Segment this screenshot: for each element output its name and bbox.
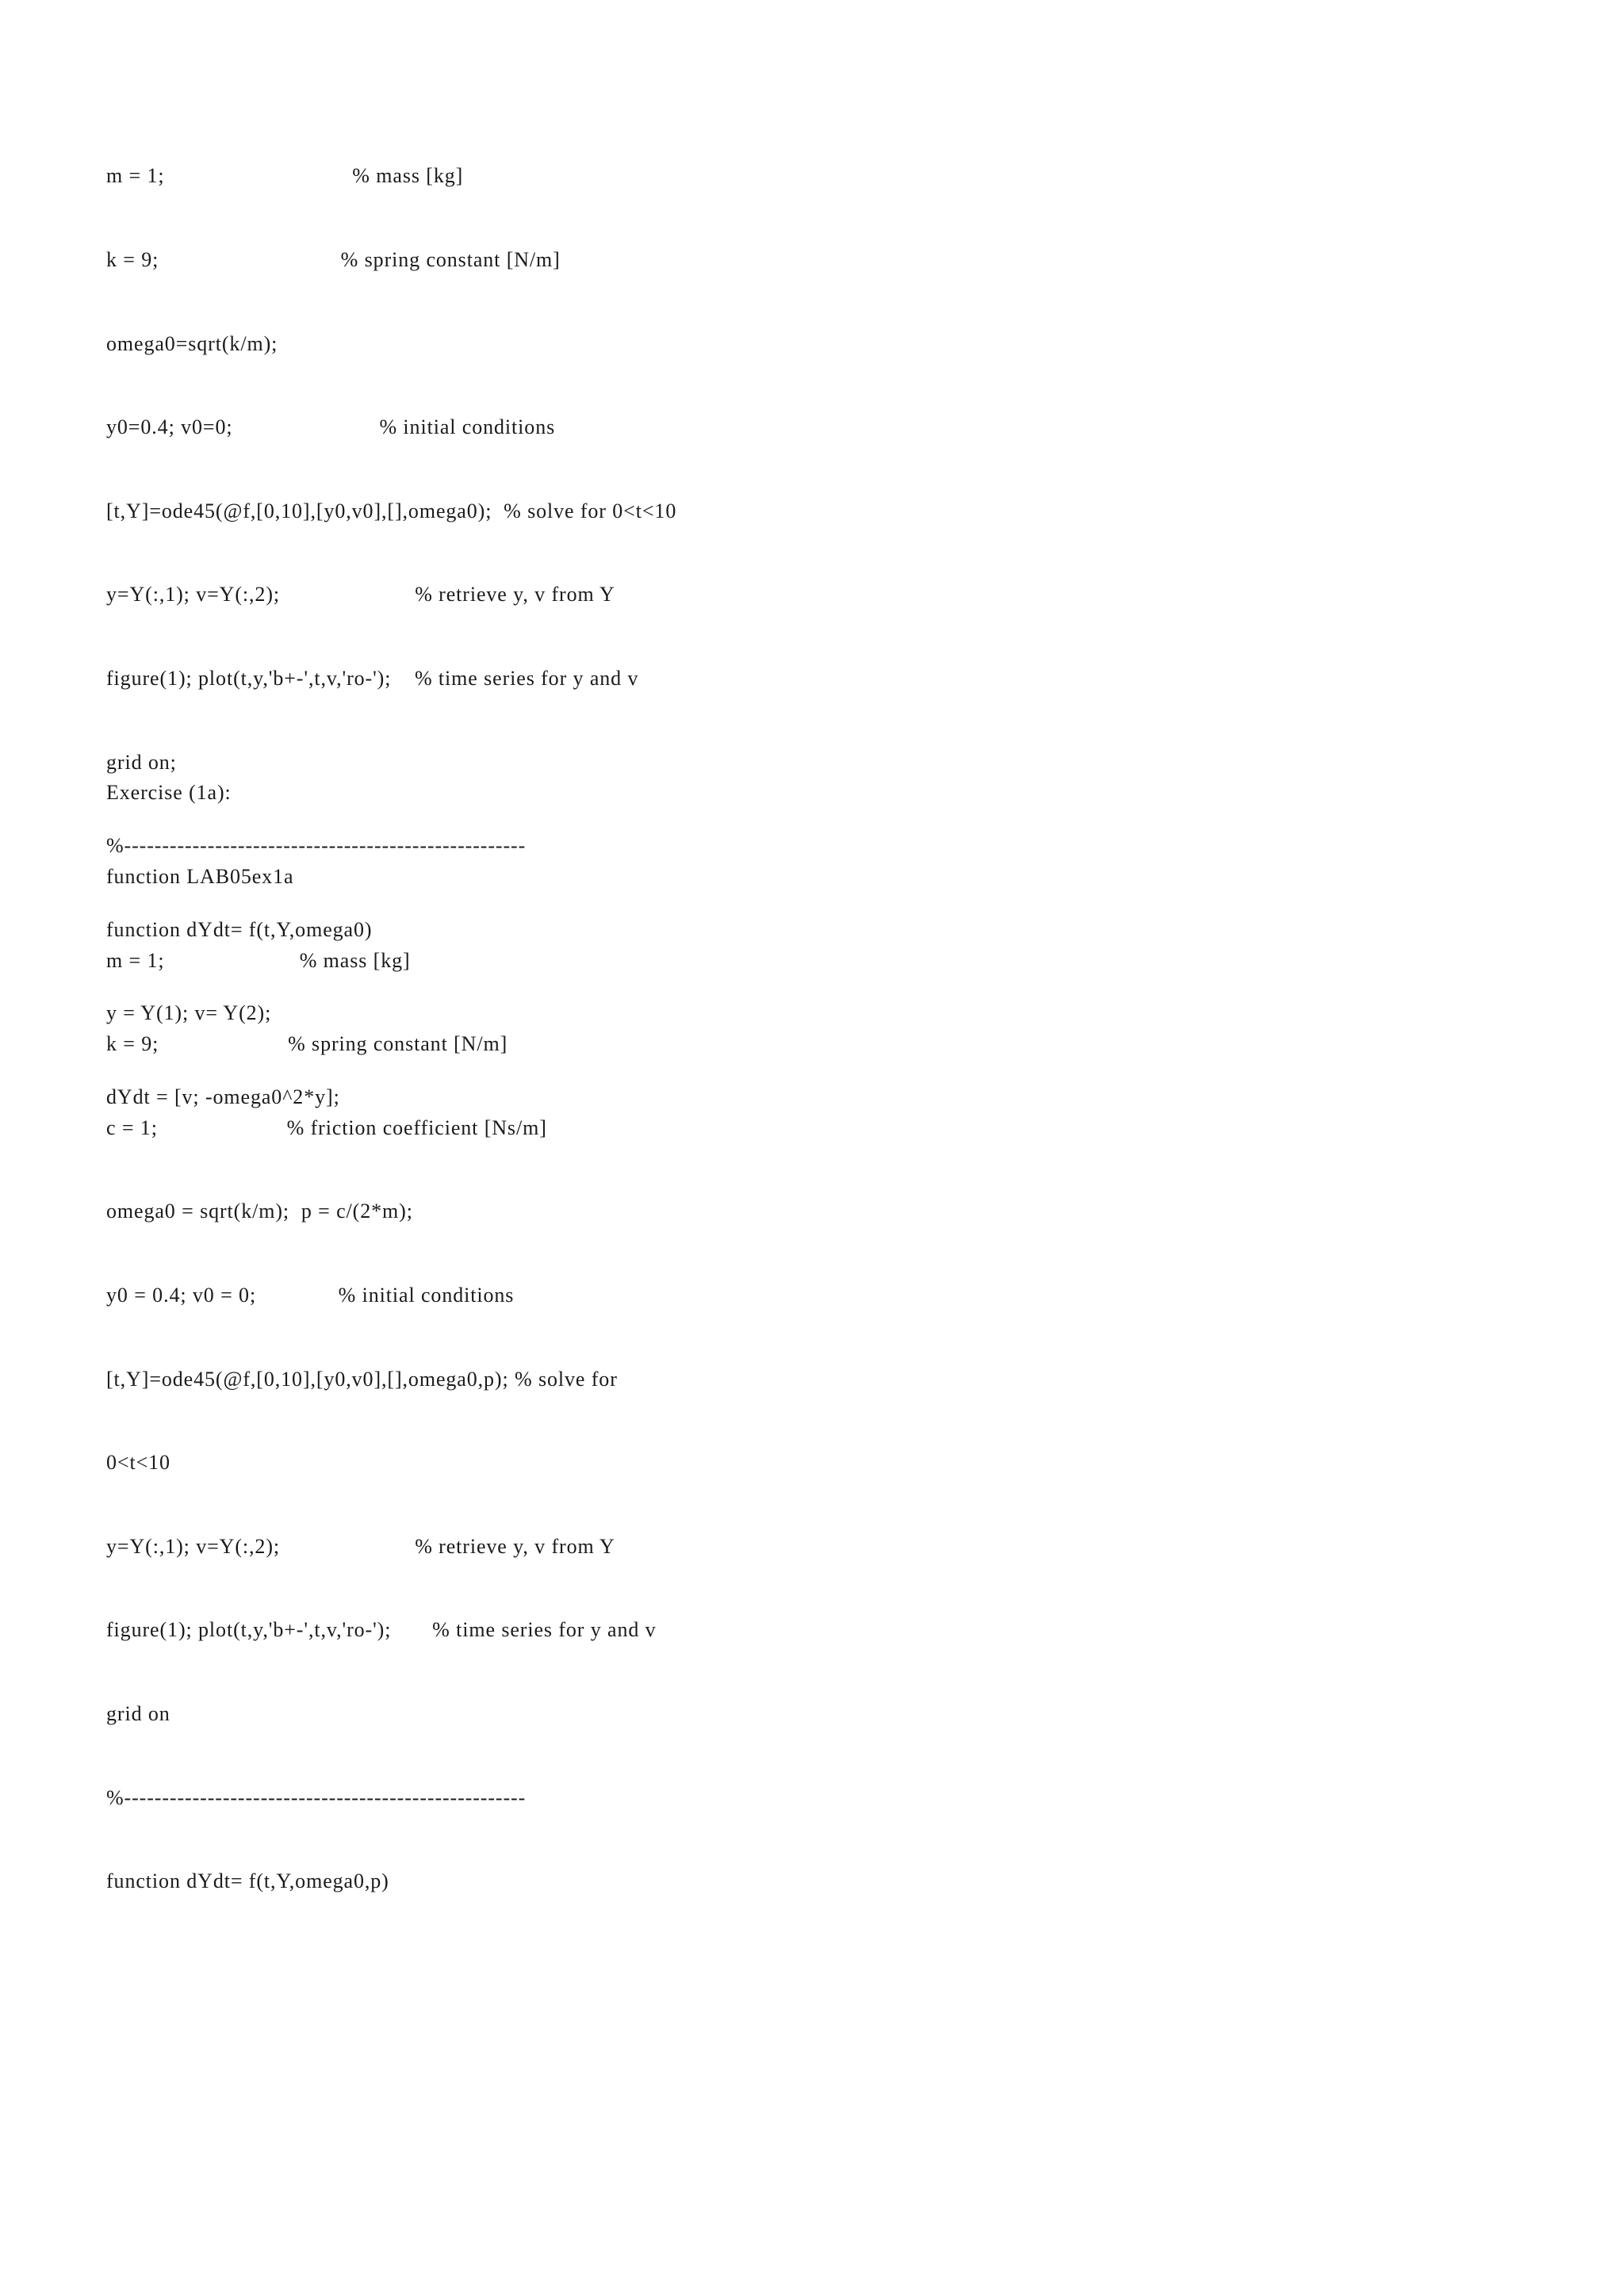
code-separator: %----------------------------------------------------- [106,1785,527,1809]
code-line: [t,Y]=ode45(@f,[0,10],[y0,v0],[],omega0); % solve for 0<t<10 [106,499,677,522]
code-line: m = 1; % mass [kg] [106,164,464,188]
code-line: function dYdt= f(t,Y,omega0,p) [106,1869,389,1893]
code-line: omega0=sqrt(k/m); [106,331,278,355]
code-block-exercise-1a [106,723,657,1951]
exercise-heading: Exercise (1a): [106,781,232,805]
document-page [0,0,874,1893]
code-line: grid on; [106,750,177,774]
code-line: y0=0.4; v0=0; % initial conditions [106,415,556,439]
code-line: 0<t<10 [106,1451,170,1475]
code-line: y=Y(:,1); v=Y(:,2); % retrieve y, v from Y [106,1534,615,1558]
code-line: function LAB05ex1a [106,865,294,888]
code-separator: %----------------------------------------------------- [106,834,527,858]
code-line: figure(1); plot(t,y,'b+-',t,v,'ro-'); % time series for y and v [106,1618,657,1642]
code-line: m = 1; % mass [kg] [106,948,411,972]
code-line: function dYdt= f(t,Y,omega0) [106,917,373,941]
code-line: omega0 = sqrt(k/m); p = c/(2*m); [106,1200,413,1223]
code-line: c = 1; % friction coefficient [Ns/m] [106,1115,547,1139]
code-line: figure(1); plot(t,y,'b+-',t,v,'ro-'); % time series for y and v [106,666,639,690]
code-line: y=Y(:,1); v=Y(:,2); % retrieve y, v from Y [106,583,615,607]
code-line: y0 = 0.4; v0 = 0; % initial conditions [106,1283,515,1307]
code-line: grid on [106,1701,170,1725]
code-line: k = 9; % spring constant [N/m] [106,1032,508,1056]
code-line: y = Y(1); v= Y(2); [106,1001,272,1025]
code-line: [t,Y]=ode45(@f,[0,10],[y0,v0],[],omega0,p); % solve for [106,1367,618,1391]
code-line: k = 9; % spring constant [N/m] [106,248,561,271]
code-line: dYdt = [v; -omega0^2*y]; [106,1085,340,1108]
